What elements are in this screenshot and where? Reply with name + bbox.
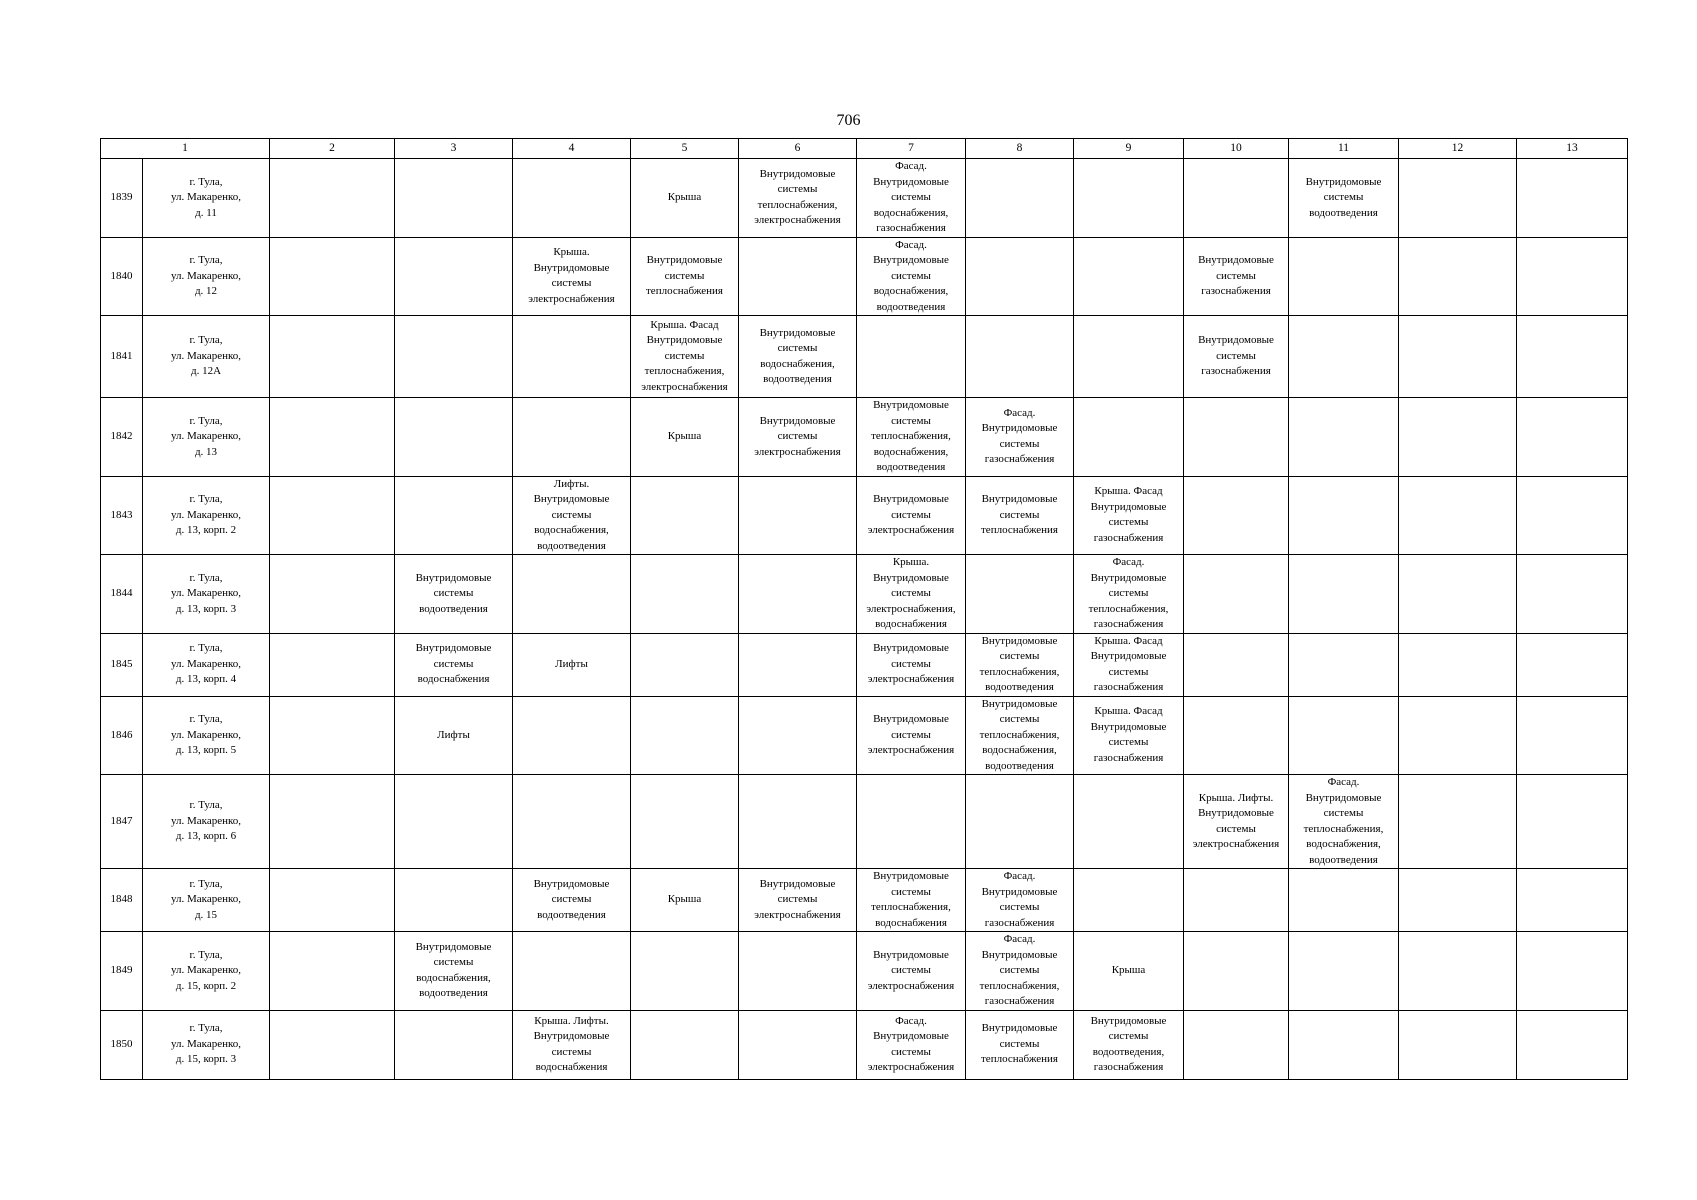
work-cell-col-4: Крыша. Лифты. Внутридомовые системы водоснабжения [513,1010,631,1079]
work-cell-col-7: Внутридомовые системы теплоснабжения, водоснабжения, водоотведения [857,398,966,477]
work-cell-col-7: Крыша. Внутридомовые системы электроснабжения, водоснабжения [857,555,966,634]
work-cell-col-7: Внутридомовые системы электроснабжения [857,476,966,555]
work-cell-col-4: Лифты. Внутридомовые системы водоснабжения, водоотведения [513,476,631,555]
work-cell-col-8: Внутридомовые системы теплоснабжения, водоснабжения, водоотведения [966,696,1074,775]
work-cell-col-12 [1399,159,1517,238]
work-cell-col-5: Крыша [631,869,739,932]
work-cell-col-13 [1517,932,1628,1011]
work-cell-col-12 [1399,696,1517,775]
work-cell-col-11 [1289,476,1399,555]
work-cell-col-3: Лифты [395,696,513,775]
work-cell-col-5 [631,1010,739,1079]
work-cell-col-8 [966,775,1074,869]
work-cell-col-8: Фасад. Внутридомовые системы газоснабжения [966,398,1074,477]
work-cell-col-9 [1074,775,1184,869]
row-address: г. Тула, ул. Макаренко, д. 15 [143,869,270,932]
column-header-8: 8 [966,139,1074,159]
row-number: 1844 [101,555,143,634]
column-header-11: 11 [1289,139,1399,159]
row-number: 1847 [101,775,143,869]
table-row [101,932,1628,1011]
work-cell-col-2 [270,1010,395,1079]
row-number: 1843 [101,476,143,555]
row-number: 1839 [101,159,143,238]
work-cell-col-13 [1517,555,1628,634]
column-header-3: 3 [395,139,513,159]
work-cell-col-3 [395,775,513,869]
work-cell-col-3 [395,869,513,932]
row-address: г. Тула, ул. Макаренко, д. 13, корп. 4 [143,633,270,696]
work-cell-col-10 [1184,476,1289,555]
work-cell-col-3 [395,159,513,238]
column-header-9: 9 [1074,139,1184,159]
work-cell-col-3 [395,398,513,477]
work-cell-col-4: Крыша. Внутридомовые системы электроснабжения [513,237,631,316]
work-cell-col-7: Фасад. Внутридомовые системы водоснабжения, газоснабжения [857,159,966,238]
work-cell-col-5 [631,932,739,1011]
row-address: г. Тула, ул. Макаренко, д. 12А [143,316,270,398]
work-cell-col-12 [1399,237,1517,316]
work-cell-col-12 [1399,775,1517,869]
work-cell-col-8: Внутридомовые системы теплоснабжения [966,1010,1074,1079]
column-number-row [101,139,1628,159]
row-address: г. Тула, ул. Макаренко, д. 12 [143,237,270,316]
work-cell-col-8 [966,237,1074,316]
work-cell-col-10 [1184,932,1289,1011]
work-cell-col-13 [1517,398,1628,477]
work-cell-col-13 [1517,237,1628,316]
work-cell-col-6: Внутридомовые системы электроснабжения [739,869,857,932]
repair-schedule-table [100,138,1628,1080]
work-cell-col-13 [1517,633,1628,696]
table-row [101,555,1628,634]
row-address: г. Тула, ул. Макаренко, д. 13, корп. 5 [143,696,270,775]
work-cell-col-10 [1184,555,1289,634]
work-cell-col-5 [631,633,739,696]
work-cell-col-4: Внутридомовые системы водоотведения [513,869,631,932]
work-cell-col-7: Внутридомовые системы электроснабжения [857,696,966,775]
work-cell-col-9 [1074,237,1184,316]
work-cell-col-2 [270,316,395,398]
work-cell-col-2 [270,696,395,775]
work-cell-col-12 [1399,932,1517,1011]
row-address: г. Тула, ул. Макаренко, д. 13 [143,398,270,477]
work-cell-col-6 [739,555,857,634]
row-number: 1842 [101,398,143,477]
work-cell-col-4 [513,696,631,775]
work-cell-col-6 [739,1010,857,1079]
work-cell-col-6 [739,932,857,1011]
work-cell-col-8 [966,159,1074,238]
work-cell-col-3 [395,237,513,316]
work-cell-col-13 [1517,316,1628,398]
work-cell-col-13 [1517,696,1628,775]
column-header-10: 10 [1184,139,1289,159]
work-cell-col-11 [1289,932,1399,1011]
work-cell-col-5: Крыша [631,159,739,238]
table-row [101,696,1628,775]
work-cell-col-5 [631,476,739,555]
work-cell-col-6 [739,696,857,775]
table-row [101,476,1628,555]
table-row [101,633,1628,696]
table-row [101,775,1628,869]
work-cell-col-2 [270,775,395,869]
work-cell-col-9: Крыша [1074,932,1184,1011]
row-address: г. Тула, ул. Макаренко, д. 13, корп. 2 [143,476,270,555]
work-cell-col-4 [513,316,631,398]
work-cell-col-6 [739,775,857,869]
work-cell-col-7: Фасад. Внутридомовые системы водоснабжения, водоотведения [857,237,966,316]
work-cell-col-13 [1517,1010,1628,1079]
work-cell-col-11 [1289,398,1399,477]
work-cell-col-7: Фасад. Внутридомовые системы электроснабжения [857,1010,966,1079]
row-number: 1845 [101,633,143,696]
work-cell-col-5 [631,696,739,775]
work-cell-col-11 [1289,237,1399,316]
work-cell-col-6 [739,476,857,555]
row-address: г. Тула, ул. Макаренко, д. 11 [143,159,270,238]
column-header-6: 6 [739,139,857,159]
row-number: 1849 [101,932,143,1011]
work-cell-col-10: Внутридомовые системы газоснабжения [1184,237,1289,316]
row-number: 1841 [101,316,143,398]
column-header-12: 12 [1399,139,1517,159]
work-cell-col-11 [1289,696,1399,775]
work-cell-col-11 [1289,869,1399,932]
row-address: г. Тула, ул. Макаренко, д. 15, корп. 3 [143,1010,270,1079]
column-header-7: 7 [857,139,966,159]
work-cell-col-6: Внутридомовые системы теплоснабжения, электроснабжения [739,159,857,238]
work-cell-col-11 [1289,555,1399,634]
work-cell-col-4 [513,555,631,634]
work-cell-col-11 [1289,316,1399,398]
work-cell-col-2 [270,633,395,696]
work-cell-col-6 [739,237,857,316]
work-cell-col-6: Внутридомовые системы электроснабжения [739,398,857,477]
work-cell-col-13 [1517,159,1628,238]
work-cell-col-12 [1399,633,1517,696]
work-cell-col-12 [1399,316,1517,398]
work-cell-col-5: Крыша [631,398,739,477]
work-cell-col-8: Внутридомовые системы теплоснабжения [966,476,1074,555]
column-header-1: 1 [101,139,270,159]
row-address: г. Тула, ул. Макаренко, д. 13, корп. 3 [143,555,270,634]
work-cell-col-3 [395,1010,513,1079]
work-cell-col-10: Внутридомовые системы газоснабжения [1184,316,1289,398]
work-cell-col-12 [1399,555,1517,634]
work-cell-col-11: Фасад. Внутридомовые системы теплоснабжения, водоснабжения, водоотведения [1289,775,1399,869]
work-cell-col-3: Внутридомовые системы водоснабжения, водоотведения [395,932,513,1011]
work-cell-col-12 [1399,869,1517,932]
table-row [101,159,1628,238]
work-cell-col-5: Внутридомовые системы теплоснабжения [631,237,739,316]
work-cell-col-2 [270,869,395,932]
work-cell-col-8: Фасад. Внутридомовые системы теплоснабжения, газоснабжения [966,932,1074,1011]
work-cell-col-10 [1184,696,1289,775]
work-cell-col-11 [1289,1010,1399,1079]
work-cell-col-9: Фасад. Внутридомовые системы теплоснабжения, газоснабжения [1074,555,1184,634]
work-cell-col-12 [1399,1010,1517,1079]
row-number: 1846 [101,696,143,775]
work-cell-col-9 [1074,159,1184,238]
work-cell-col-7 [857,316,966,398]
work-cell-col-4 [513,398,631,477]
work-cell-col-5 [631,555,739,634]
work-cell-col-3 [395,316,513,398]
work-cell-col-4 [513,159,631,238]
work-cell-col-8 [966,555,1074,634]
work-cell-col-10 [1184,633,1289,696]
table-row [101,1010,1628,1079]
work-cell-col-10 [1184,159,1289,238]
row-number: 1840 [101,237,143,316]
table-row [101,316,1628,398]
work-cell-col-4 [513,932,631,1011]
work-cell-col-13 [1517,775,1628,869]
work-cell-col-6 [739,633,857,696]
work-cell-col-9: Внутридомовые системы водоотведения, газоснабжения [1074,1010,1184,1079]
work-cell-col-13 [1517,476,1628,555]
work-cell-col-11: Внутридомовые системы водоотведения [1289,159,1399,238]
work-cell-col-7: Внутридомовые системы электроснабжения [857,932,966,1011]
work-cell-col-8: Внутридомовые системы теплоснабжения, водоотведения [966,633,1074,696]
page-number: 706 [836,112,861,129]
work-cell-col-7 [857,775,966,869]
work-cell-col-10: Крыша. Лифты. Внутридомовые системы электроснабжения [1184,775,1289,869]
work-cell-col-3: Внутридомовые системы водоснабжения [395,633,513,696]
row-number: 1850 [101,1010,143,1079]
column-header-4: 4 [513,139,631,159]
column-header-5: 5 [631,139,739,159]
table-row [101,869,1628,932]
work-cell-col-3: Внутридомовые системы водоотведения [395,555,513,634]
work-cell-col-11 [1289,633,1399,696]
work-cell-col-9 [1074,869,1184,932]
column-header-2: 2 [270,139,395,159]
table-row [101,237,1628,316]
work-cell-col-9: Крыша. Фасад Внутридомовые системы газоснабжения [1074,696,1184,775]
work-cell-col-9: Крыша. Фасад Внутридомовые системы газоснабжения [1074,476,1184,555]
work-cell-col-2 [270,932,395,1011]
work-cell-col-5: Крыша. Фасад Внутридомовые системы теплоснабжения, электроснабжения [631,316,739,398]
work-cell-col-13 [1517,869,1628,932]
work-cell-col-8 [966,316,1074,398]
work-cell-col-8: Фасад. Внутридомовые системы газоснабжения [966,869,1074,932]
table-row [101,398,1628,477]
work-cell-col-4 [513,775,631,869]
work-cell-col-9: Крыша. Фасад Внутридомовые системы газоснабжения [1074,633,1184,696]
work-cell-col-2 [270,398,395,477]
row-address: г. Тула, ул. Макаренко, д. 13, корп. 6 [143,775,270,869]
work-cell-col-12 [1399,476,1517,555]
work-cell-col-7: Внутридомовые системы теплоснабжения, водоснабжения [857,869,966,932]
work-cell-col-10 [1184,1010,1289,1079]
work-cell-col-10 [1184,869,1289,932]
work-cell-col-6: Внутридомовые системы водоснабжения, водоотведения [739,316,857,398]
work-cell-col-3 [395,476,513,555]
row-address: г. Тула, ул. Макаренко, д. 15, корп. 2 [143,932,270,1011]
work-cell-col-5 [631,775,739,869]
work-cell-col-2 [270,476,395,555]
work-cell-col-9 [1074,316,1184,398]
column-header-13: 13 [1517,139,1628,159]
row-number: 1848 [101,869,143,932]
work-cell-col-7: Внутридомовые системы электроснабжения [857,633,966,696]
work-cell-col-2 [270,237,395,316]
work-cell-col-10 [1184,398,1289,477]
work-cell-col-9 [1074,398,1184,477]
work-cell-col-2 [270,159,395,238]
work-cell-col-12 [1399,398,1517,477]
work-cell-col-4: Лифты [513,633,631,696]
work-cell-col-2 [270,555,395,634]
